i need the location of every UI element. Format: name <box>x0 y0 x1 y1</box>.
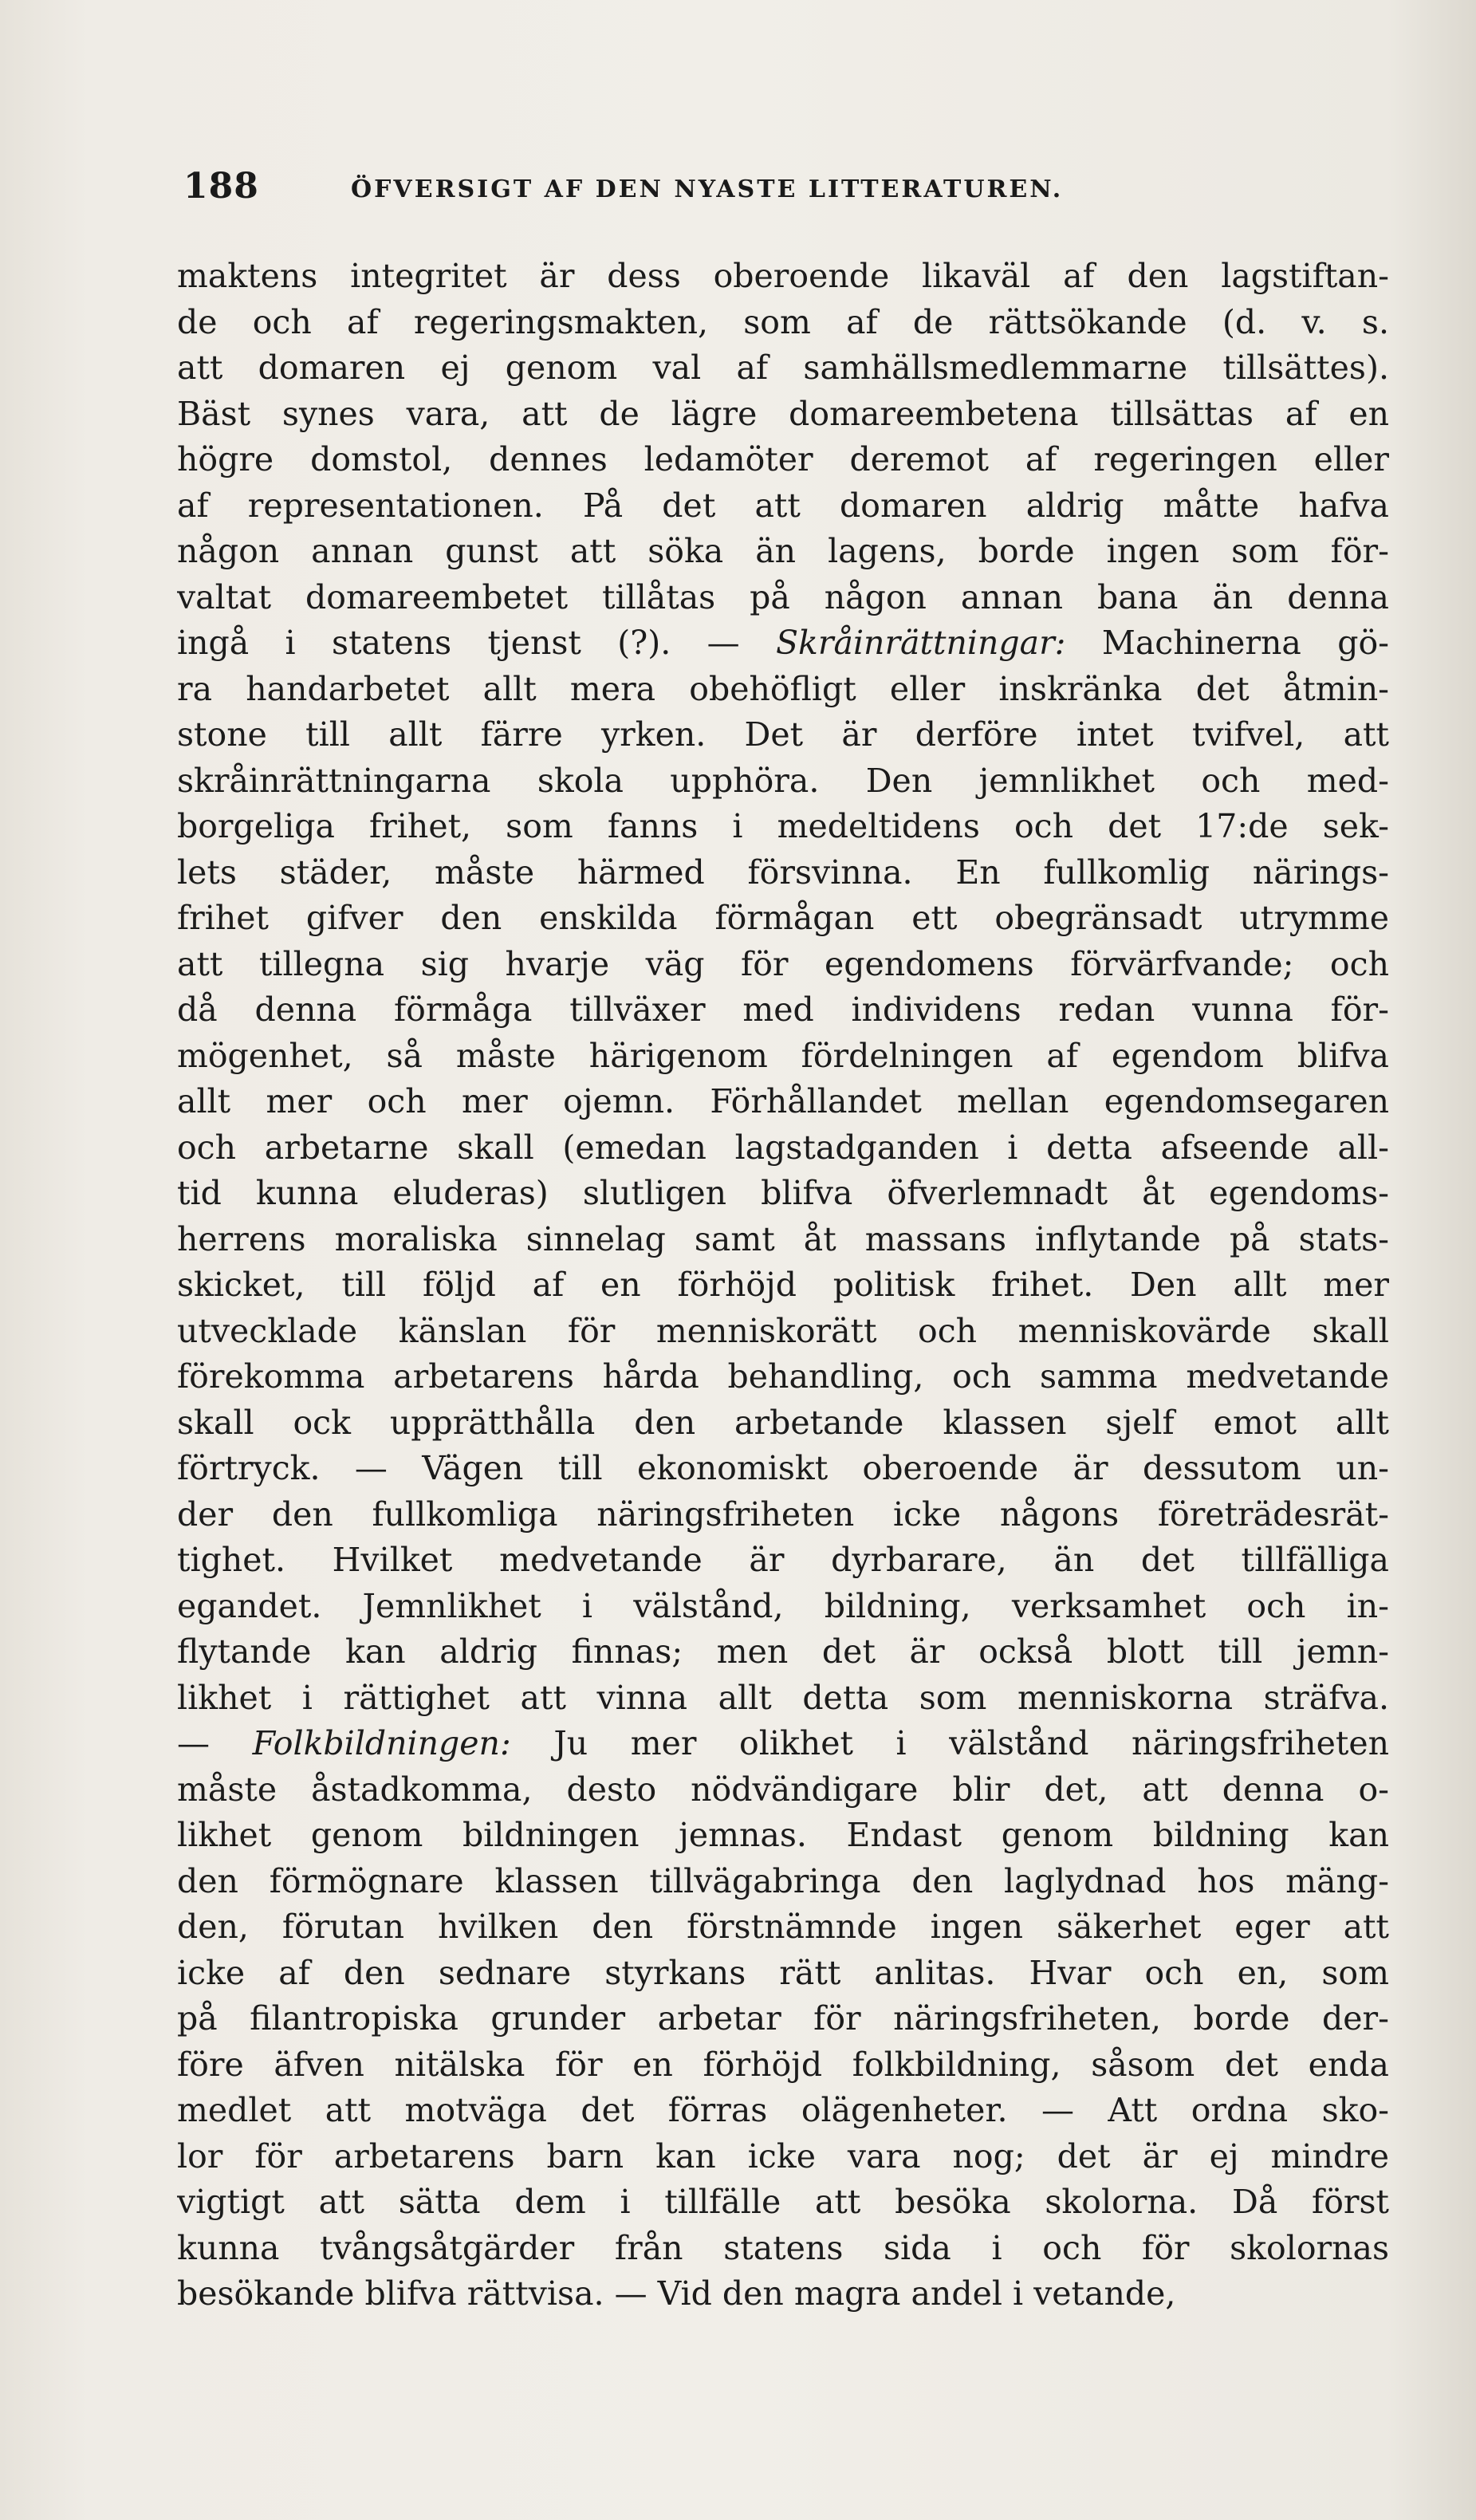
text-line <box>177 2179 1389 2226</box>
body-text <box>177 254 1389 2317</box>
line-text: allt mer och mer ojemn. Förhållandet mellan egendomsegaren <box>177 1082 1389 1120</box>
text-line <box>177 254 1389 300</box>
line-text: herrens moraliska sinnelag samt åt massans inflytande på stats- <box>177 1219 1389 1258</box>
text-line <box>177 987 1389 1034</box>
line-text: Bäst synes vara, att de lägre domareembetena tillsättas af en <box>177 394 1389 433</box>
text-line <box>177 437 1389 483</box>
line-text: att domaren ej genom val af samhällsmedlemmarne tillsättes). <box>177 348 1389 387</box>
text-line <box>177 1125 1389 1171</box>
line-text: lets städer, måste härmed försvinna. En fullkomlig närings- <box>177 852 1389 892</box>
text-line <box>177 620 1389 667</box>
italic-term: Folkbildningen: <box>252 1724 511 1762</box>
text-line <box>177 850 1389 896</box>
text-line <box>177 529 1389 575</box>
text-line <box>177 1262 1389 1309</box>
text-line <box>177 1629 1389 1675</box>
text-line <box>177 575 1389 621</box>
line-text: skall ock upprätthålla den arbetande klassen sjelf emot allt <box>177 1403 1389 1442</box>
line-text: ra handarbetet allt mera obehöfligt eller inskränka det åtmin- <box>177 669 1389 708</box>
text-line <box>177 667 1389 713</box>
line-text: högre domstol, dennes ledamöter deremot af regeringen eller <box>177 440 1389 478</box>
text-line <box>177 712 1389 758</box>
italic-term: Skråinrättningar: <box>775 624 1066 662</box>
line-text: der den fullkomliga näringsfriheten icke någons företrädesrät- <box>177 1494 1389 1534</box>
line-text: — <box>177 1724 253 1762</box>
text-line <box>177 1492 1389 1538</box>
text-line <box>177 2134 1389 2180</box>
line-text: stone till allt färre yrken. Det är derföre intet tvifvel, att <box>177 715 1389 754</box>
text-line <box>177 942 1389 988</box>
line-text: någon annan gunst att söka än lagens, borde ingen som för- <box>177 532 1389 570</box>
text-line <box>177 1951 1389 1997</box>
line-text: förekomma arbetarens hårda behandling, och samma medvetande <box>177 1357 1389 1396</box>
line-text: den förmögnare klassen tillvägabringa den laglydnad hos mäng- <box>177 1861 1389 1900</box>
line-text: lor för arbetarens barn kan icke vara nog; det är ej mindre <box>177 2136 1389 2175</box>
line-text: den, förutan hvilken den förstnämnde ingen säkerhet eger att <box>177 1908 1389 1946</box>
line-text: vigtigt att sätta dem i tillfälle att besöka skolorna. Då först <box>177 2183 1389 2221</box>
line-text: flytande kan aldrig finnas; men det är också blott till jemn- <box>177 1632 1389 1671</box>
line-text: likhet i rättighet att vinna allt detta som menniskorna sträfva. <box>177 1678 1389 1717</box>
page-number: 188 <box>183 166 259 207</box>
text-line <box>177 1859 1389 1905</box>
line-text: skicket, till följd af en förhöjd politisk frihet. Den allt mer <box>177 1266 1389 1304</box>
line-text: att tillegna sig hvarje väg för egendomens förvärfvande; och <box>177 944 1389 983</box>
line-text: maktens integritet är dess oberoende likaväl af den lagstiftan- <box>177 257 1389 295</box>
text-line <box>177 1079 1389 1125</box>
line-text: valtat domareembetet tillåtas på någon annan bana än denna <box>177 577 1389 616</box>
line-text: egandet. Jemnlikhet i välstånd, bildning, verksamhet och in- <box>177 1586 1389 1625</box>
text-line <box>177 2088 1389 2134</box>
text-line <box>177 1767 1389 1813</box>
line-text: besökande blifva rättvisa. — Vid den magra andel i vetande, <box>177 2274 1176 2313</box>
line-text: och arbetarne skall (emedan lagstadganden i detta afseende all- <box>177 1128 1389 1167</box>
page-header <box>183 166 1387 214</box>
line-text: frihet gifver den enskilda förmågan ett obegränsadt utrymme <box>177 899 1389 937</box>
text-line <box>177 1813 1389 1859</box>
text-line <box>177 1400 1389 1447</box>
line-text: kunna tvångsåtgärder från statens sida i och för skolornas <box>177 2228 1389 2267</box>
text-line <box>177 1034 1389 1080</box>
line-text: måste åstadkomma, desto nödvändigare blir det, att denna o- <box>177 1770 1389 1809</box>
text-line <box>177 1584 1389 1630</box>
text-line <box>177 300 1389 346</box>
text-line <box>177 345 1389 392</box>
text-line <box>177 1171 1389 1217</box>
line-text: då denna förmåga tillväxer med individens redan vunna för- <box>177 990 1389 1029</box>
text-line <box>177 1721 1389 1767</box>
line-text: medlet att motväga det förras olägenheter. — Att ordna sko- <box>177 2091 1389 2129</box>
text-line <box>177 2226 1389 2272</box>
line-text: af representationen. På det att domaren aldrig måtte hafva <box>177 486 1389 525</box>
line-text: ingå i statens tjenst (?). — <box>177 624 776 662</box>
text-line <box>177 392 1389 438</box>
line-text: före äfven nitälska för en förhöjd folkbildning, såsom det enda <box>177 2045 1389 2084</box>
text-line <box>177 2042 1389 2089</box>
line-text: tid kunna eluderas) slutligen blifva öfverlemnadt åt egendoms- <box>177 1174 1389 1212</box>
line-text: mögenhet, så måste härigenom fördelningen af egendom blifva <box>177 1036 1389 1075</box>
line-text: på filantropiska grunder arbetar för näringsfriheten, borde der- <box>177 1999 1389 2038</box>
text-line <box>177 2271 1389 2317</box>
text-line <box>177 1354 1389 1400</box>
line-text: de och af regeringsmakten, som af de rättsökande (d. v. s. <box>177 302 1389 341</box>
text-line <box>177 483 1389 530</box>
text-line <box>177 1904 1389 1951</box>
text-line <box>177 758 1389 805</box>
text-line <box>177 1446 1389 1492</box>
text-line <box>177 1996 1389 2042</box>
text-line <box>177 896 1389 942</box>
text-line <box>177 1538 1389 1584</box>
text-line <box>177 1309 1389 1355</box>
line-text: Ju mer olikhet i välstånd näringsfriheten <box>510 1724 1389 1762</box>
text-line <box>177 804 1389 850</box>
line-text: utvecklade känslan för menniskorätt och menniskovärde skall <box>177 1311 1389 1350</box>
line-text: tighet. Hvilket medvetande är dyrbarare, än det tillfälliga <box>177 1541 1389 1579</box>
line-text: likhet genom bildningen jemnas. Endast genom bildning kan <box>177 1816 1389 1854</box>
running-title: ÖFVERSIGT AF DEN NYASTE LITTERATUREN. <box>351 175 1064 203</box>
line-text: icke af den sednare styrkans rätt anlitas. Hvar och en, som <box>177 1953 1389 1992</box>
text-line <box>177 1675 1389 1722</box>
text-line <box>177 1217 1389 1263</box>
line-text: borgeliga frihet, som fanns i medeltidens och det 17:de sek- <box>177 807 1389 845</box>
line-text: Machinerna gö- <box>1065 624 1389 662</box>
line-text: skråinrättningarna skola upphöra. Den jemnlikhet och med- <box>177 761 1389 800</box>
line-text: förtryck. — Vägen till ekonomiskt oberoende är dessutom un- <box>177 1449 1389 1487</box>
